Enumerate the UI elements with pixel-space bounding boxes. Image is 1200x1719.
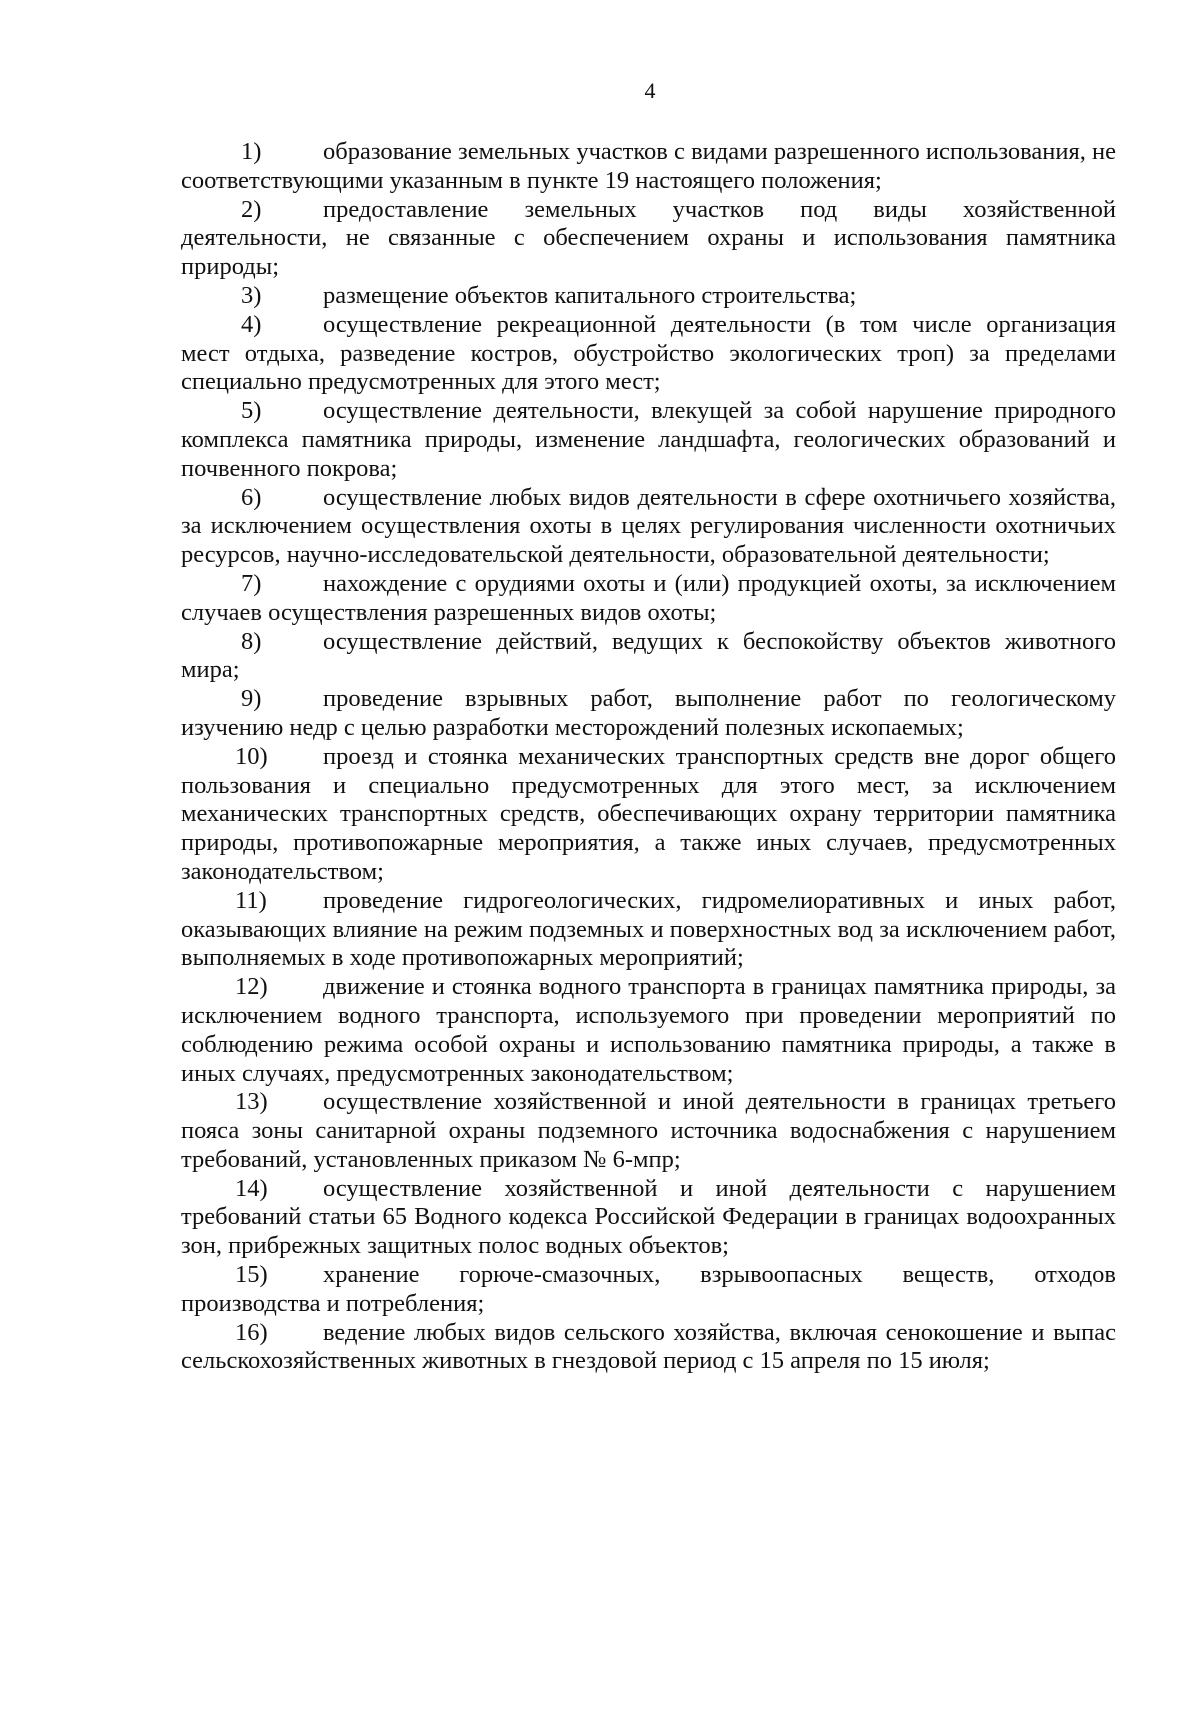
item-text: осуществление хозяйственной и иной деятельности в границах третьего пояса зоны санитарной охраны подземного источника водоснабжения с нарушением требований, установленных приказом № 6-мпр; [181,1088,1116,1173]
item-text: осуществление любых видов деятельности в сфере охотничьего хозяйства, за исключением осуществления охоты в целях регулирования численности охотничьих ресурсов, научно-исследовательской деятельности, образовательной деятельности; [181,483,1116,569]
item-number: 13) [235,1088,268,1116]
item-number: 16) [235,1318,268,1346]
list-item [181,1088,1116,1174]
list-item [181,570,1116,628]
list-item [181,1261,1116,1319]
item-number: 3) [241,281,262,309]
list-item [181,311,1116,397]
prohibited-activities-list [181,138,1116,1376]
item-number: 6) [241,483,262,511]
item-number: 1) [241,138,262,165]
item-text: ведение любых видов сельского хозяйства, включая сенокошение и выпас сельскохозяйственных животных в гнездовой период с 15 апреля по 15 июля; [181,1318,1116,1375]
item-number: 11) [235,886,267,914]
list-item [181,973,1116,1088]
item-number: 8) [241,627,262,655]
list-item [181,1319,1116,1377]
item-text: движение и стоянка водного транспорта в границах памятника природы, за исключением водного транспорта, используемого при проведении мероприятий по соблюдению режима особой охраны и использованию памятника природы, а также в иных случаях, предусмотренных законодательством; [181,973,1116,1087]
item-text: проведение взрывных работ, выполнение работ по геологическому изучению недр с целью разработки месторождений полезных ископаемых; [181,685,1116,741]
item-number: 2) [241,195,262,223]
item-number: 5) [241,397,262,425]
page-number: 4 [644,78,656,103]
list-item [181,628,1116,686]
item-text: осуществление рекреационной деятельности (в том числе организация мест отдыха, разведение костров, обустройство экологических троп) за пределами специально предусмотренных для этого мест; [181,310,1116,396]
list-item [181,196,1116,282]
item-text: хранение горюче-смазочных, взрывоопасных веществ, отходов производства и потребления; [181,1261,1116,1317]
item-number: 14) [235,1174,268,1202]
list-item [181,1175,1116,1261]
list-item [181,282,1116,311]
item-number: 15) [235,1261,268,1289]
item-number: 7) [241,569,262,597]
item-text: образование земельных участков с видами разрешенного использования, не соответствующими указанным в пункте 19 настоящего положения; [181,138,1116,194]
item-text: нахождение с орудиями охоты и (или) продукцией охоты, за исключением случаев осуществления разрешенных видов охоты; [181,569,1116,626]
item-text: проезд и стоянка механических транспортных средств вне дорог общего пользования и специально предусмотренных для этого мест, за исключением механических транспортных средств, обеспечивающих охрану территории памятника природы, противопожарные мероприятия, а также иных случаев, предусмотренных законодательством; [181,742,1116,885]
list-item [181,397,1116,483]
list-item [181,138,1116,196]
list-item [181,743,1116,887]
item-text: проведение гидрогеологических, гидромелиоративных и иных работ, оказывающих влияние на режим подземных и поверхностных вод за исключением работ, выполняемых в ходе противопожарных мероприятий; [181,886,1116,972]
list-item [181,484,1116,570]
item-text: осуществление хозяйственной и иной деятельности с нарушением требований статьи 65 Водного кодекса Российской Федерации в границах водоохранных зон, прибрежных защитных полос водных объектов; [181,1174,1116,1260]
item-text: предоставление земельных участков под виды хозяйственной деятельности, не связанные с обеспечением охраны и использования памятника природы; [181,195,1116,281]
item-text: осуществление действий, ведущих к беспокойству объектов животного мира; [181,627,1116,684]
item-number: 4) [241,310,262,338]
list-item [181,685,1116,743]
item-text: осуществление деятельности, влекущей за собой нарушение природного комплекса памятника природы, изменение ландшафта, геологических образований и почвенного покрова; [181,397,1116,482]
item-number: 10) [235,742,268,770]
list-item [181,887,1116,973]
item-number: 12) [235,973,268,1001]
item-number: 9) [241,685,262,713]
item-text: размещение объектов капитального строительства; [323,281,857,309]
